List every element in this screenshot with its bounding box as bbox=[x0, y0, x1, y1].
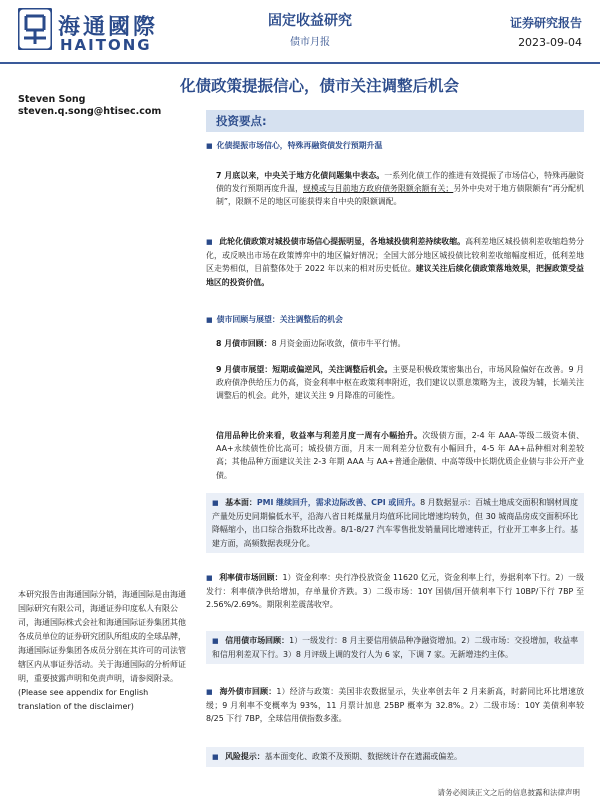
p10-label: 风险提示： bbox=[225, 752, 265, 761]
report-type: 固定收益研究 bbox=[268, 13, 352, 29]
p9-label: 海外债市回顾： bbox=[219, 687, 277, 696]
p8-text: 1）一级发行：8 月主要信用债品种净融资增加。2）二级市场：交投增加，收益率和信用利差双下行。3）8 月评级上调的发行人为 6 家，下调 7 家。无新增违约主体。 bbox=[212, 636, 578, 660]
section-heading: 投资要点: bbox=[216, 114, 267, 128]
paragraph-credit-review bbox=[206, 631, 584, 664]
paragraph-august bbox=[206, 337, 584, 350]
p3-text: 8 月资金面边际收敛，债市牛平行情。 bbox=[271, 339, 406, 348]
paragraph-debt-policy bbox=[206, 169, 584, 209]
paragraph-credit-value bbox=[206, 429, 584, 482]
paragraph-overseas bbox=[206, 685, 584, 726]
report-title: 化债政策提振信心，债市关注调整后机会 bbox=[180, 77, 460, 95]
p1-bold: 7 月底以来，中央关于地方化债问题集中表态。 bbox=[216, 171, 385, 180]
author-email[interactable]: steven.q.song@htisec.com bbox=[18, 106, 162, 117]
paragraph-fundamentals bbox=[206, 493, 584, 553]
p7-label: 利率债市场回顾： bbox=[219, 573, 283, 582]
p4-bold: 9 月债市展望：短期或偏逆风，关注调整后机会。 bbox=[216, 365, 393, 374]
logo-chinese: 海通國際 bbox=[58, 15, 159, 40]
p6-blue: PMI 继续回升，需求边际改善、CPI 或回升。 bbox=[256, 498, 421, 507]
p6-label: 基本面： bbox=[225, 498, 257, 507]
p1-underline: 规模或与目前地方政府债务限额余额有关； bbox=[303, 184, 454, 194]
subhead-review-text: 债市回顾与展望：关注调整后的机会 bbox=[216, 315, 343, 324]
subhead-debt bbox=[206, 139, 584, 153]
disclaimer: 本研究报告由海通国际分销，海通国际是由海通国际研究有限公司，海通证券印度私人有限公司，海通国际株式会社和海通国际证券集团其他各成员单位的证券研究团队所组成的全球品牌，海通国际证券集团各成员分别在其许可的司法管辖区内从事证券活动。关于海通国际的分析师证明，重要披露声明和免责声明，请参阅附录。(Please see appendix for English translation of the disclaimer) bbox=[18, 590, 186, 711]
logo-english: HAITONG bbox=[60, 36, 152, 54]
p10-text: 基本面变化、政策不及预期、数据统计存在遗漏或偏差。 bbox=[264, 752, 462, 761]
paragraph-lgfv bbox=[206, 235, 584, 289]
report-date: 2023-09-04 bbox=[518, 36, 582, 49]
p3-bold: 8 月债市回顾： bbox=[216, 339, 272, 348]
report-body bbox=[206, 137, 584, 782]
footer-note: 请务必阅读正文之后的信息披露和法律声明 bbox=[437, 788, 580, 797]
subhead-debt-text: 化债提振市场信心，特殊再融资债发行预期升温 bbox=[216, 141, 383, 150]
author-block bbox=[18, 94, 161, 118]
paragraph-risk bbox=[206, 747, 584, 767]
p2-text-a: 高利差地区城投债利差收缩趋势分化，或反映出市场在政策博弈中的地区偏好情况；全国大部分地区城投债比较利差收缩幅度相近，低利差地区走势相似，目前整体处于 2022 年以来的相对历史低位。 bbox=[206, 237, 584, 274]
p9-text: 1）经济与政策：美国非农数据显示，失业率创去年 2 月来新高，时薪同比环比增速放缓；9 月利率不变概率为 93%，11 月票计加息 25BP 概率为 32.8%。2）二级市场：10Y 美债利率较 8/25 下行 7BP，全球信用债指数多涨。 bbox=[206, 687, 584, 724]
haitong-logo-icon bbox=[18, 8, 52, 50]
p5-text: 次级债方面，2-4 年 AAA-等级二级资本债、AA+永续债性价比高可；城投债方面，月末一周利差分位数有小幅回升，4-5 年 AA+品种相对利差较高；其他品种方面建议关注 2-3 年期 AAA 与 AA+普通企融债、中高等级中长期优质企业债与非公开产业债。 bbox=[216, 431, 584, 480]
p4-text: 主要是积极政策密集出台，市场风险偏好在改善。9 月政府债净供给压力仍高，资金利率中枢在政策利率附近，我们建议以票息策略为主，波段为辅，长端关注调整后的机会。此外，建议关注 9 月降准的可能性。 bbox=[216, 365, 584, 401]
paragraph-september bbox=[206, 363, 584, 403]
report-kind: 证券研究报告 bbox=[509, 16, 582, 30]
subhead-review bbox=[206, 313, 584, 327]
p2-bold2: 建议关注后续化债政策落地效果，把握政策受益地区的投资价值。 bbox=[206, 264, 584, 287]
paragraph-rates-review bbox=[206, 571, 584, 612]
p8-label: 信用债市场回顾： bbox=[225, 636, 290, 645]
p2-bold: 此轮化债政策对城投债市场信心提振明显，各地城投债利差持续收缩。 bbox=[219, 237, 466, 246]
author-name: Steven Song bbox=[18, 94, 86, 105]
p6-text: 8 月数据显示：百城土地成交面积和钢材周度产量处历史同期偏低水平，沿海八省日耗煤量月均值环比同比增速均转负，但 30 城商品房成交面积环比降幅缩小，出口综合指数环比改善。8/1-8/27 汽车零售批发销量同比增速转正，行业开工率多上行。基建方面，高频数据表现分化。 bbox=[212, 498, 578, 548]
p5-bold: 信用品种比价来看，收益率与利差月度一周有小幅抬升。 bbox=[216, 431, 423, 440]
report-subtype: 债市月报 bbox=[290, 37, 330, 48]
p1-text-b: 另外中央对于地方债限额有“再分配机制”，限额不足的地区可能获得来自中央的限额调配。 bbox=[216, 184, 584, 207]
p1-text-a: 一系列化债工作的推进有效提振了市场信心，特殊再融资债的发行预期再度升温， bbox=[216, 171, 584, 194]
p7-text: 1）资金利率：央行净投放资金 11620 亿元，资金利率上行，券据利率下行。2）一级发行：利率债净供给增加，存单量价齐跌。3）二级市场：10Y 国债/国开债利率下行 10BP/下行 7BP 至 2.56%/2.69%。期限利差震荡收窄。 bbox=[206, 573, 584, 610]
header-divider bbox=[0, 62, 600, 64]
